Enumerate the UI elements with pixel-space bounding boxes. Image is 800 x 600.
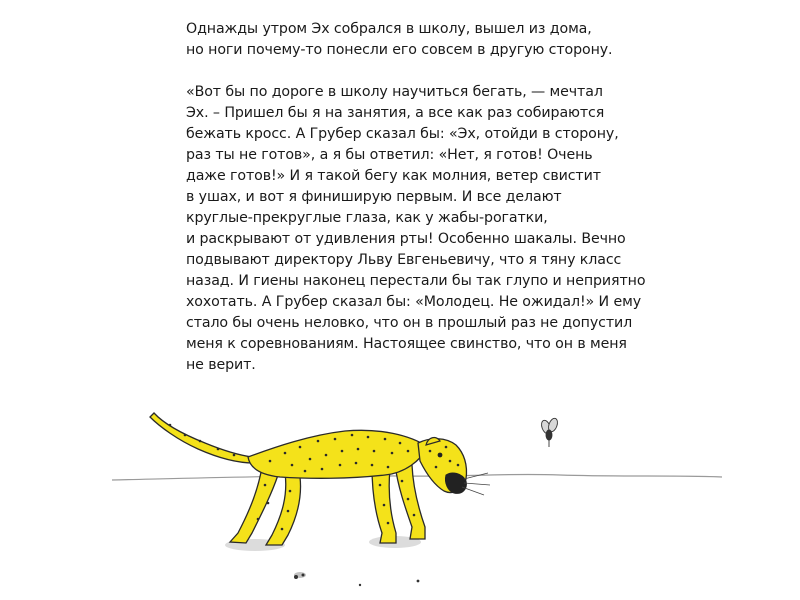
cheetah-spot bbox=[217, 448, 220, 451]
text-line: не верит. bbox=[186, 357, 256, 373]
cheetah-spot bbox=[373, 450, 376, 453]
text-line: бежать кросс. А Грубер сказал бы: «Эх, отойди в сторону, bbox=[186, 126, 619, 142]
cheetah-spot bbox=[289, 490, 292, 493]
paragraph-1 bbox=[186, 19, 626, 61]
cheetah-spot bbox=[457, 464, 460, 467]
cheetah-spot bbox=[341, 450, 344, 453]
cheetah-spot bbox=[199, 440, 202, 443]
cheetah-spot bbox=[291, 464, 294, 467]
cheetah-body bbox=[248, 430, 428, 478]
dirt-marks bbox=[294, 574, 419, 587]
story-text bbox=[186, 19, 646, 376]
cheetah-spot bbox=[371, 464, 374, 467]
cheetah-spot bbox=[413, 514, 416, 517]
text-line: Однажды утром Эх собрался в школу, вышел из дома, bbox=[186, 21, 592, 37]
cheetah-spot bbox=[184, 434, 187, 437]
text-line: подвывают директору Льву Евгеньевичу, что я тяну класс bbox=[186, 252, 622, 268]
cheetah-spot bbox=[304, 470, 307, 473]
cheetah-spot bbox=[367, 436, 370, 439]
cheetah-eye bbox=[438, 453, 443, 458]
cheetah-illustration bbox=[0, 395, 800, 600]
text-line: раз ты не готов», а я бы ответил: «Нет, я готов! Очень bbox=[186, 147, 593, 163]
text-line: Эх. – Пришел бы я на занятия, а все как раз собираются bbox=[186, 105, 605, 121]
cheetah-spot bbox=[355, 462, 358, 465]
paragraph-2 bbox=[186, 82, 646, 376]
cheetah-spot bbox=[379, 484, 382, 487]
cheetah-back-leg bbox=[230, 467, 278, 543]
cheetah-spot bbox=[384, 438, 387, 441]
text-line: даже готов!» И я такой бегу как молния, ветер свистит bbox=[186, 168, 601, 184]
cheetah-spot bbox=[321, 468, 324, 471]
cheetah-spot bbox=[391, 452, 394, 455]
cheetah-spot bbox=[257, 518, 260, 521]
cheetah-spot bbox=[435, 466, 438, 469]
cheetah-spot bbox=[399, 442, 402, 445]
text-line: в ушах, и вот я финиширую первым. И все делают bbox=[186, 189, 562, 205]
cheetah-spot bbox=[387, 466, 390, 469]
cheetah-spot bbox=[334, 438, 337, 441]
cheetah-spot bbox=[287, 510, 290, 513]
cheetah-spot bbox=[429, 450, 432, 453]
text-line: «Вот бы по дороге в школу научиться бегать, — мечтал bbox=[186, 84, 603, 100]
cheetah-spot bbox=[264, 484, 267, 487]
cheetah-spot bbox=[339, 464, 342, 467]
cheetah-spot bbox=[325, 454, 328, 457]
cheetah-spot bbox=[383, 504, 386, 507]
text-line: стало бы очень неловко, что он в прошлый раз не допустил bbox=[186, 315, 633, 331]
cheetah-spot bbox=[357, 448, 360, 451]
cheetah-spot bbox=[267, 502, 270, 505]
text-line: круглые-прекруглые глаза, как у жабы-рогатки, bbox=[186, 210, 548, 226]
ground-line bbox=[112, 474, 722, 480]
cheetah-spot bbox=[284, 452, 287, 455]
text-line: но ноги почему-то понесли его совсем в другую сторону. bbox=[186, 42, 613, 58]
cheetah-spot bbox=[387, 522, 390, 525]
text-line: меня к соревнованиям. Настоящее свинство, что он в меня bbox=[186, 336, 627, 352]
cheetah-spot bbox=[309, 458, 312, 461]
cheetah-spot bbox=[299, 446, 302, 449]
cheetah-spot bbox=[233, 454, 236, 457]
fly bbox=[540, 417, 559, 447]
cheetah-spot bbox=[269, 460, 272, 463]
cheetah-spot bbox=[449, 460, 452, 463]
cheetah-spot bbox=[407, 450, 410, 453]
text-line: назад. И гиены наконец перестали бы так глупо и неприятно bbox=[186, 273, 646, 289]
text-line: и раскрывают от удивления рты! Особенно шакалы. Вечно bbox=[186, 231, 626, 247]
cheetah-tail bbox=[150, 413, 254, 463]
cheetah-spot bbox=[407, 498, 410, 501]
text-line: хохотать. А Грубер сказал бы: «Молодец. Не ожидал!» И ему bbox=[186, 294, 641, 310]
cheetah-spot bbox=[281, 528, 284, 531]
cheetah-spot bbox=[401, 480, 404, 483]
cheetah-spot bbox=[445, 446, 448, 449]
cheetah-spot bbox=[169, 424, 172, 427]
cheetah-spot bbox=[351, 434, 354, 437]
cheetah-spot bbox=[317, 440, 320, 443]
